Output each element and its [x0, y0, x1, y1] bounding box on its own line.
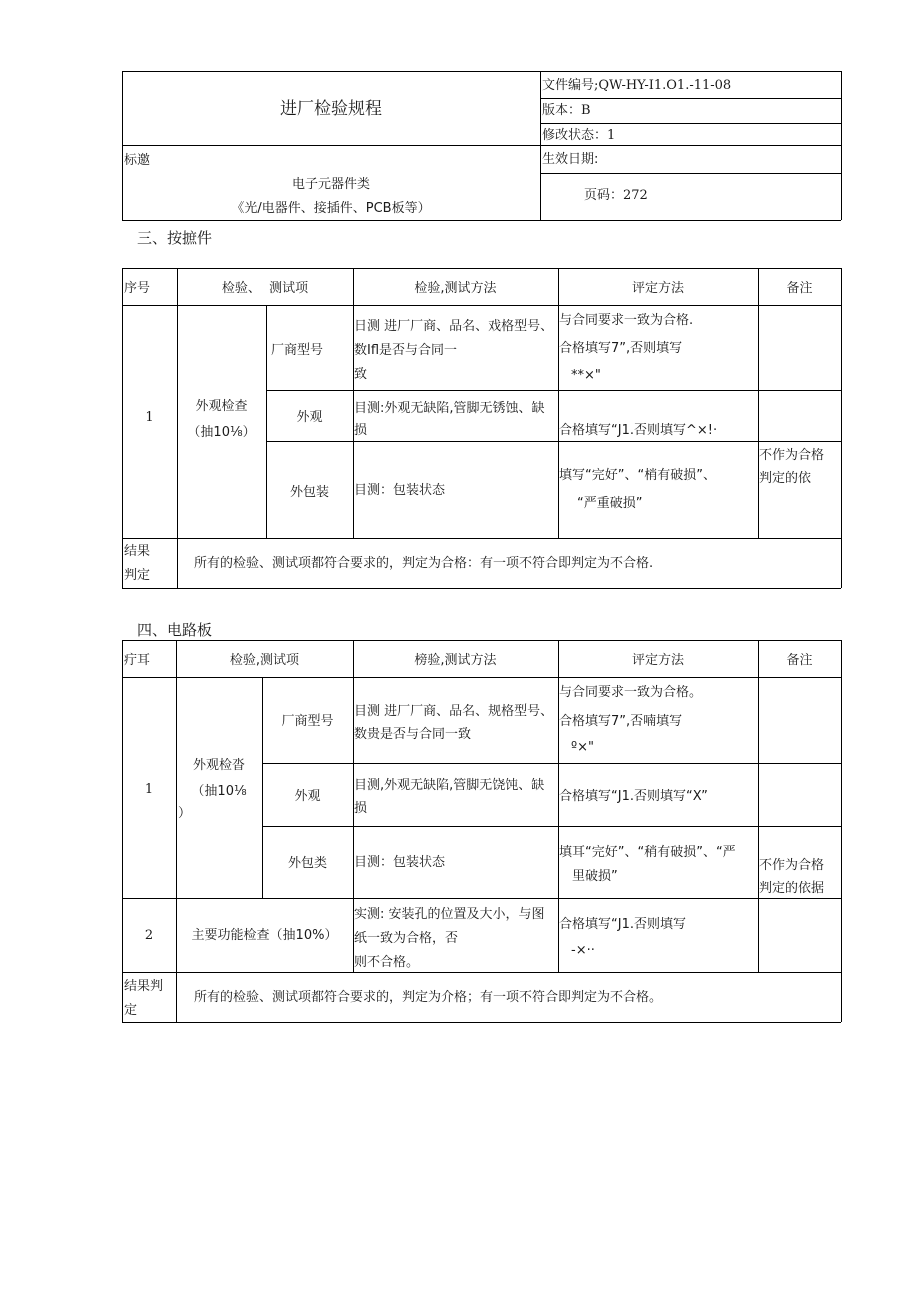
eval-line: º×"	[571, 740, 594, 755]
eval-line: 合格填写“J1.否则填写“X”	[559, 789, 708, 804]
eval-line: 与合同要求一致为合格。	[559, 685, 703, 700]
col-header-note: 备注	[786, 653, 813, 668]
row-number: 1	[145, 410, 154, 425]
item-main-function: 主要功能检查（抽10%）	[191, 928, 338, 943]
eval-line: 合格填写“J1.否则填写	[559, 917, 686, 932]
eval-line: 与合同要求一致为合格.	[559, 313, 694, 328]
item-group-sample: （抽10⅛	[191, 784, 247, 799]
item-group-sample-close: ）	[178, 806, 192, 821]
note-line: 不作为合格	[759, 448, 825, 463]
result-label: 定	[124, 1003, 138, 1018]
page-number: 页码：272	[584, 188, 648, 203]
row-number: 1	[144, 782, 154, 797]
result-label: 判定	[124, 568, 151, 583]
eval-line: -×··	[571, 943, 595, 958]
col-header-item: 检验、 测试项	[221, 281, 309, 296]
method-line: 目测：包装状态	[354, 483, 446, 498]
result-text: 所有的检验、测试项都符合要求的，判定为合格：有一项不符合即判定为不合格.	[194, 556, 654, 571]
result-label: 结果	[124, 544, 151, 559]
section-4-heading: 四、电路板	[137, 621, 213, 639]
col-header-method: 检验,测试方法	[414, 281, 497, 296]
method-line: 目测 进厂厂商、品名、规格型号、	[354, 704, 554, 719]
eval-line: “严重破损”	[577, 496, 643, 511]
result-label: 结果判	[124, 979, 164, 994]
effective-date: 生效日期:	[542, 152, 599, 167]
sub-item-package: 外包类	[287, 856, 327, 871]
note-line: 判定的依	[759, 471, 812, 486]
subject-line-2: 《光/电器件、接插件、PCB板等）	[231, 201, 431, 216]
col-header-note: 备注	[786, 281, 813, 296]
method-line: 损	[354, 423, 368, 438]
method-line: 纸一致为合格，否	[354, 931, 459, 946]
method-line: 数贵是否与合同一致	[354, 727, 472, 742]
doc-number: 文件编号;QW-HY-I1.O1.-11-08	[542, 78, 732, 93]
eval-line: 合格填写7”,否则填写	[559, 341, 683, 356]
eval-line: 里破损”	[572, 869, 618, 884]
note-line: 不作为合格	[759, 858, 825, 873]
subject-line-1: 电子元器件类	[291, 177, 370, 192]
eval-line: 填写“完好”、“梢有破损”、	[559, 468, 716, 483]
col-header-eval: 评定方法	[631, 281, 684, 296]
col-header-item: 检验,测试项	[229, 653, 300, 668]
row-number: 2	[144, 928, 154, 943]
method-line: 目测,外观无缺陷,管脚无饶饨、缺	[354, 778, 545, 793]
sub-item-package: 外包装	[289, 485, 329, 500]
item-group: 外观检查	[195, 399, 248, 414]
method-line: 致	[354, 367, 368, 382]
col-header-no: 序号	[124, 281, 151, 296]
document-title: 进厂检验规程	[280, 99, 382, 119]
section-3-heading: 三、按摭件	[137, 229, 213, 247]
version: 版本：B	[542, 103, 591, 118]
item-group: 外观检沓	[192, 758, 245, 773]
eval-line: 合格填写“J1.否则填写^×!·	[559, 423, 718, 438]
col-header-eval: 评定方法	[631, 653, 684, 668]
eval-line: 合格填写7”,否喃填写	[559, 714, 683, 729]
eval-line: 填耳“完好”、“稍有破损”、“严	[559, 845, 736, 860]
col-header-method: 榜验,测试方法	[414, 653, 497, 668]
method-line: 实测: 安装孔的位置及大小，与图	[354, 907, 545, 922]
method-line: 日测 进厂厂商、品名、戏格型号、	[354, 319, 554, 334]
revision-status: 修改状态：1	[542, 128, 616, 143]
note-line: 判定的依据	[759, 881, 825, 896]
sub-item-appearance: 外观	[294, 789, 321, 804]
subject-label: 标邀	[124, 153, 151, 168]
col-header-no: 疔耳	[124, 653, 151, 668]
method-line: 则不合格。	[354, 955, 420, 970]
method-line: 目测：包装状态	[354, 855, 446, 870]
method-line: 损	[354, 801, 368, 816]
result-text: 所有的检验、测试项都符合要求的，判定为介格；有一项不符合即判定为不合格。	[194, 990, 663, 1005]
sub-item-manufacturer: 厂商型号	[281, 714, 334, 729]
eval-line: **×"	[571, 368, 601, 383]
sub-item-appearance: 外观	[296, 410, 323, 425]
method-line: 数Ifl是否与合同一	[354, 343, 458, 358]
sub-item-manufacturer: 厂商型号	[270, 343, 323, 358]
method-line: 目测:外观无缺陷,管脚无锈蚀、缺	[354, 401, 545, 416]
item-group-sample: （抽10⅛）	[187, 425, 256, 440]
